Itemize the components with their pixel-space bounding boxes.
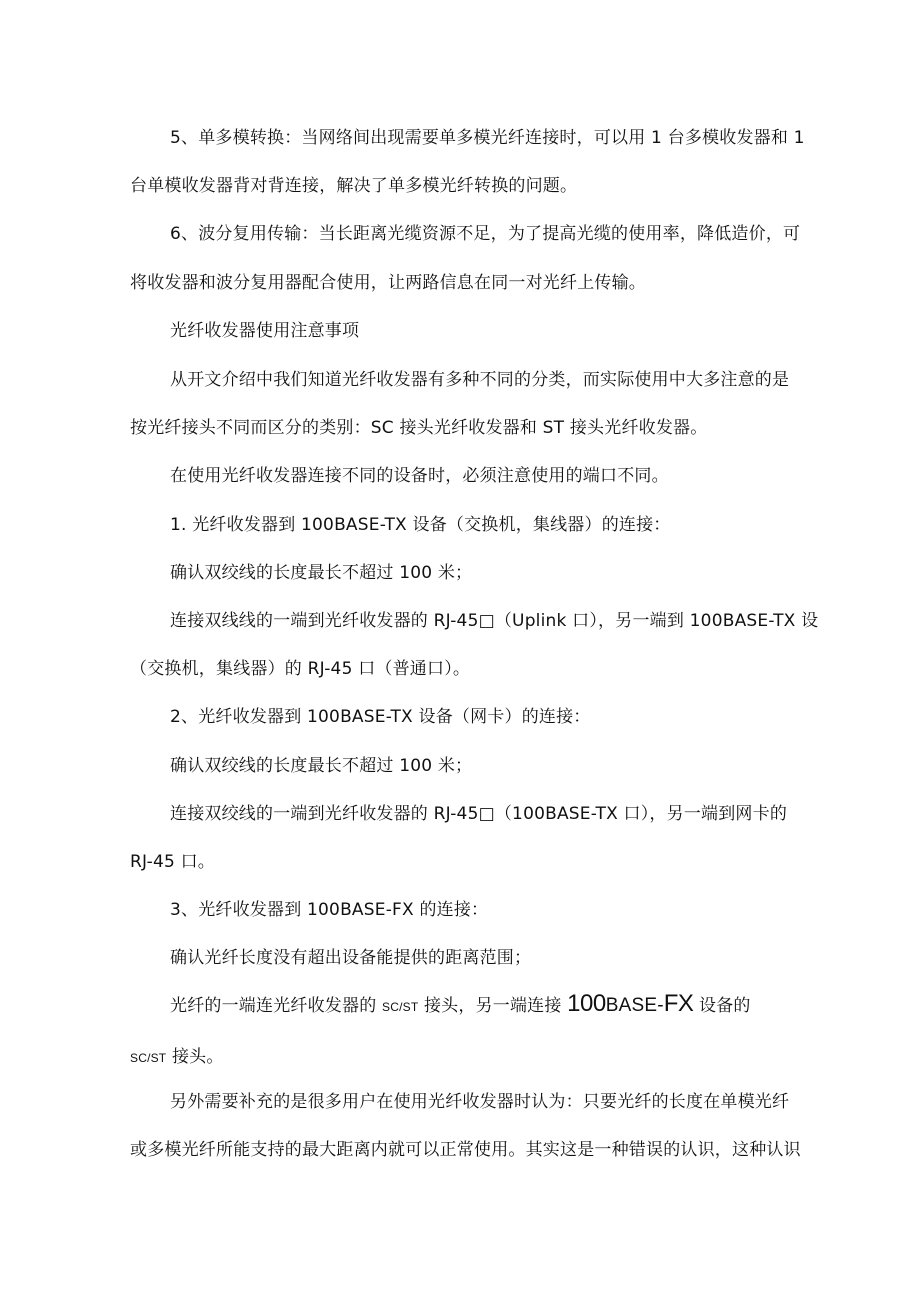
text-run: 接头，另一端连接 (418, 996, 568, 1016)
paragraph-line: 连接双绞线的一端到光纤收发器的 RJ-45□（100BASE-TX 口），另一端到网卡的 (170, 804, 788, 824)
text-run-large: 100 (567, 990, 606, 1017)
paragraph-line: 台单模收发器背对背连接，解决了单多模光纤转换的问题。 (130, 176, 578, 196)
paragraph-line: 连接双线线的一端到光纤收发器的 RJ-45□（Uplink 口），另一端到 100BASE-TX 设 (170, 611, 819, 631)
text-run: BASE- (605, 995, 664, 1016)
paragraph-line: （交换机，集线器）的 RJ-45 口（普通口）。 (130, 659, 471, 679)
list-item-heading: 2、光纤收发器到 100BASE-TX 设备（网卡）的连接： (170, 707, 591, 727)
list-item-heading: 1. 光纤收发器到 100BASE-TX 设备（交换机，集线器）的连接： (170, 515, 671, 535)
paragraph-line: 从开文介绍中我们知道光纤收发器有多种不同的分类，而实际使用中大多注意的是 (170, 370, 790, 390)
paragraph-line: 确认双绞线的长度最长不超过 100 米； (170, 756, 473, 776)
paragraph-line: 确认光纤长度没有超出设备能提供的距离范围； (170, 948, 532, 968)
paragraph-line: 6、波分复用传输：当长距离光缆资源不足，为了提高光缆的使用率，降低造价，可 (170, 224, 801, 244)
text-run: 光纤的一端连光纤收发器的 (170, 996, 383, 1016)
paragraph-line: RJ-45 口。 (130, 852, 215, 872)
connector-type: SC/ST (382, 1000, 419, 1014)
text-run-large: FX (663, 990, 694, 1017)
paragraph-line-mixed (170, 992, 800, 1019)
section-heading: 光纤收发器使用注意事项 (170, 321, 360, 341)
paragraph-line: 将收发器和波分复用器配合使用，让两路信息在同一对光纤上传输。 (130, 273, 646, 293)
paragraph-line: 按光纤接头不同而区分的类别：SC 接头光纤收发器和 ST 接头光纤收发器。 (130, 418, 708, 438)
paragraph-line: 在使用光纤收发器连接不同的设备时，必须注意使用的端口不同。 (170, 466, 669, 486)
text-run: 接头。 (166, 1047, 224, 1067)
paragraph-line: 5、单多模转换：当网络间出现需要单多模光纤连接时，可以用 1 台多模收发器和 1 (170, 128, 805, 148)
text-run: 设备的 (693, 996, 751, 1016)
paragraph-line: 确认双绞线的长度最长不超过 100 米； (170, 563, 473, 583)
paragraph-line: 或多模光纤所能支持的最大距离内就可以正常使用。其实这是一种错误的认识，这种认识 (130, 1140, 801, 1160)
paragraph-line: 另外需要补充的是很多用户在使用光纤收发器时认为：只要光纤的长度在单模光纤 (170, 1092, 790, 1112)
connector-type: SC/ST (130, 1051, 167, 1065)
list-item-heading: 3、光纤收发器到 100BASE-FX 的连接： (170, 900, 489, 920)
paragraph-line-mixed (130, 1045, 800, 1070)
